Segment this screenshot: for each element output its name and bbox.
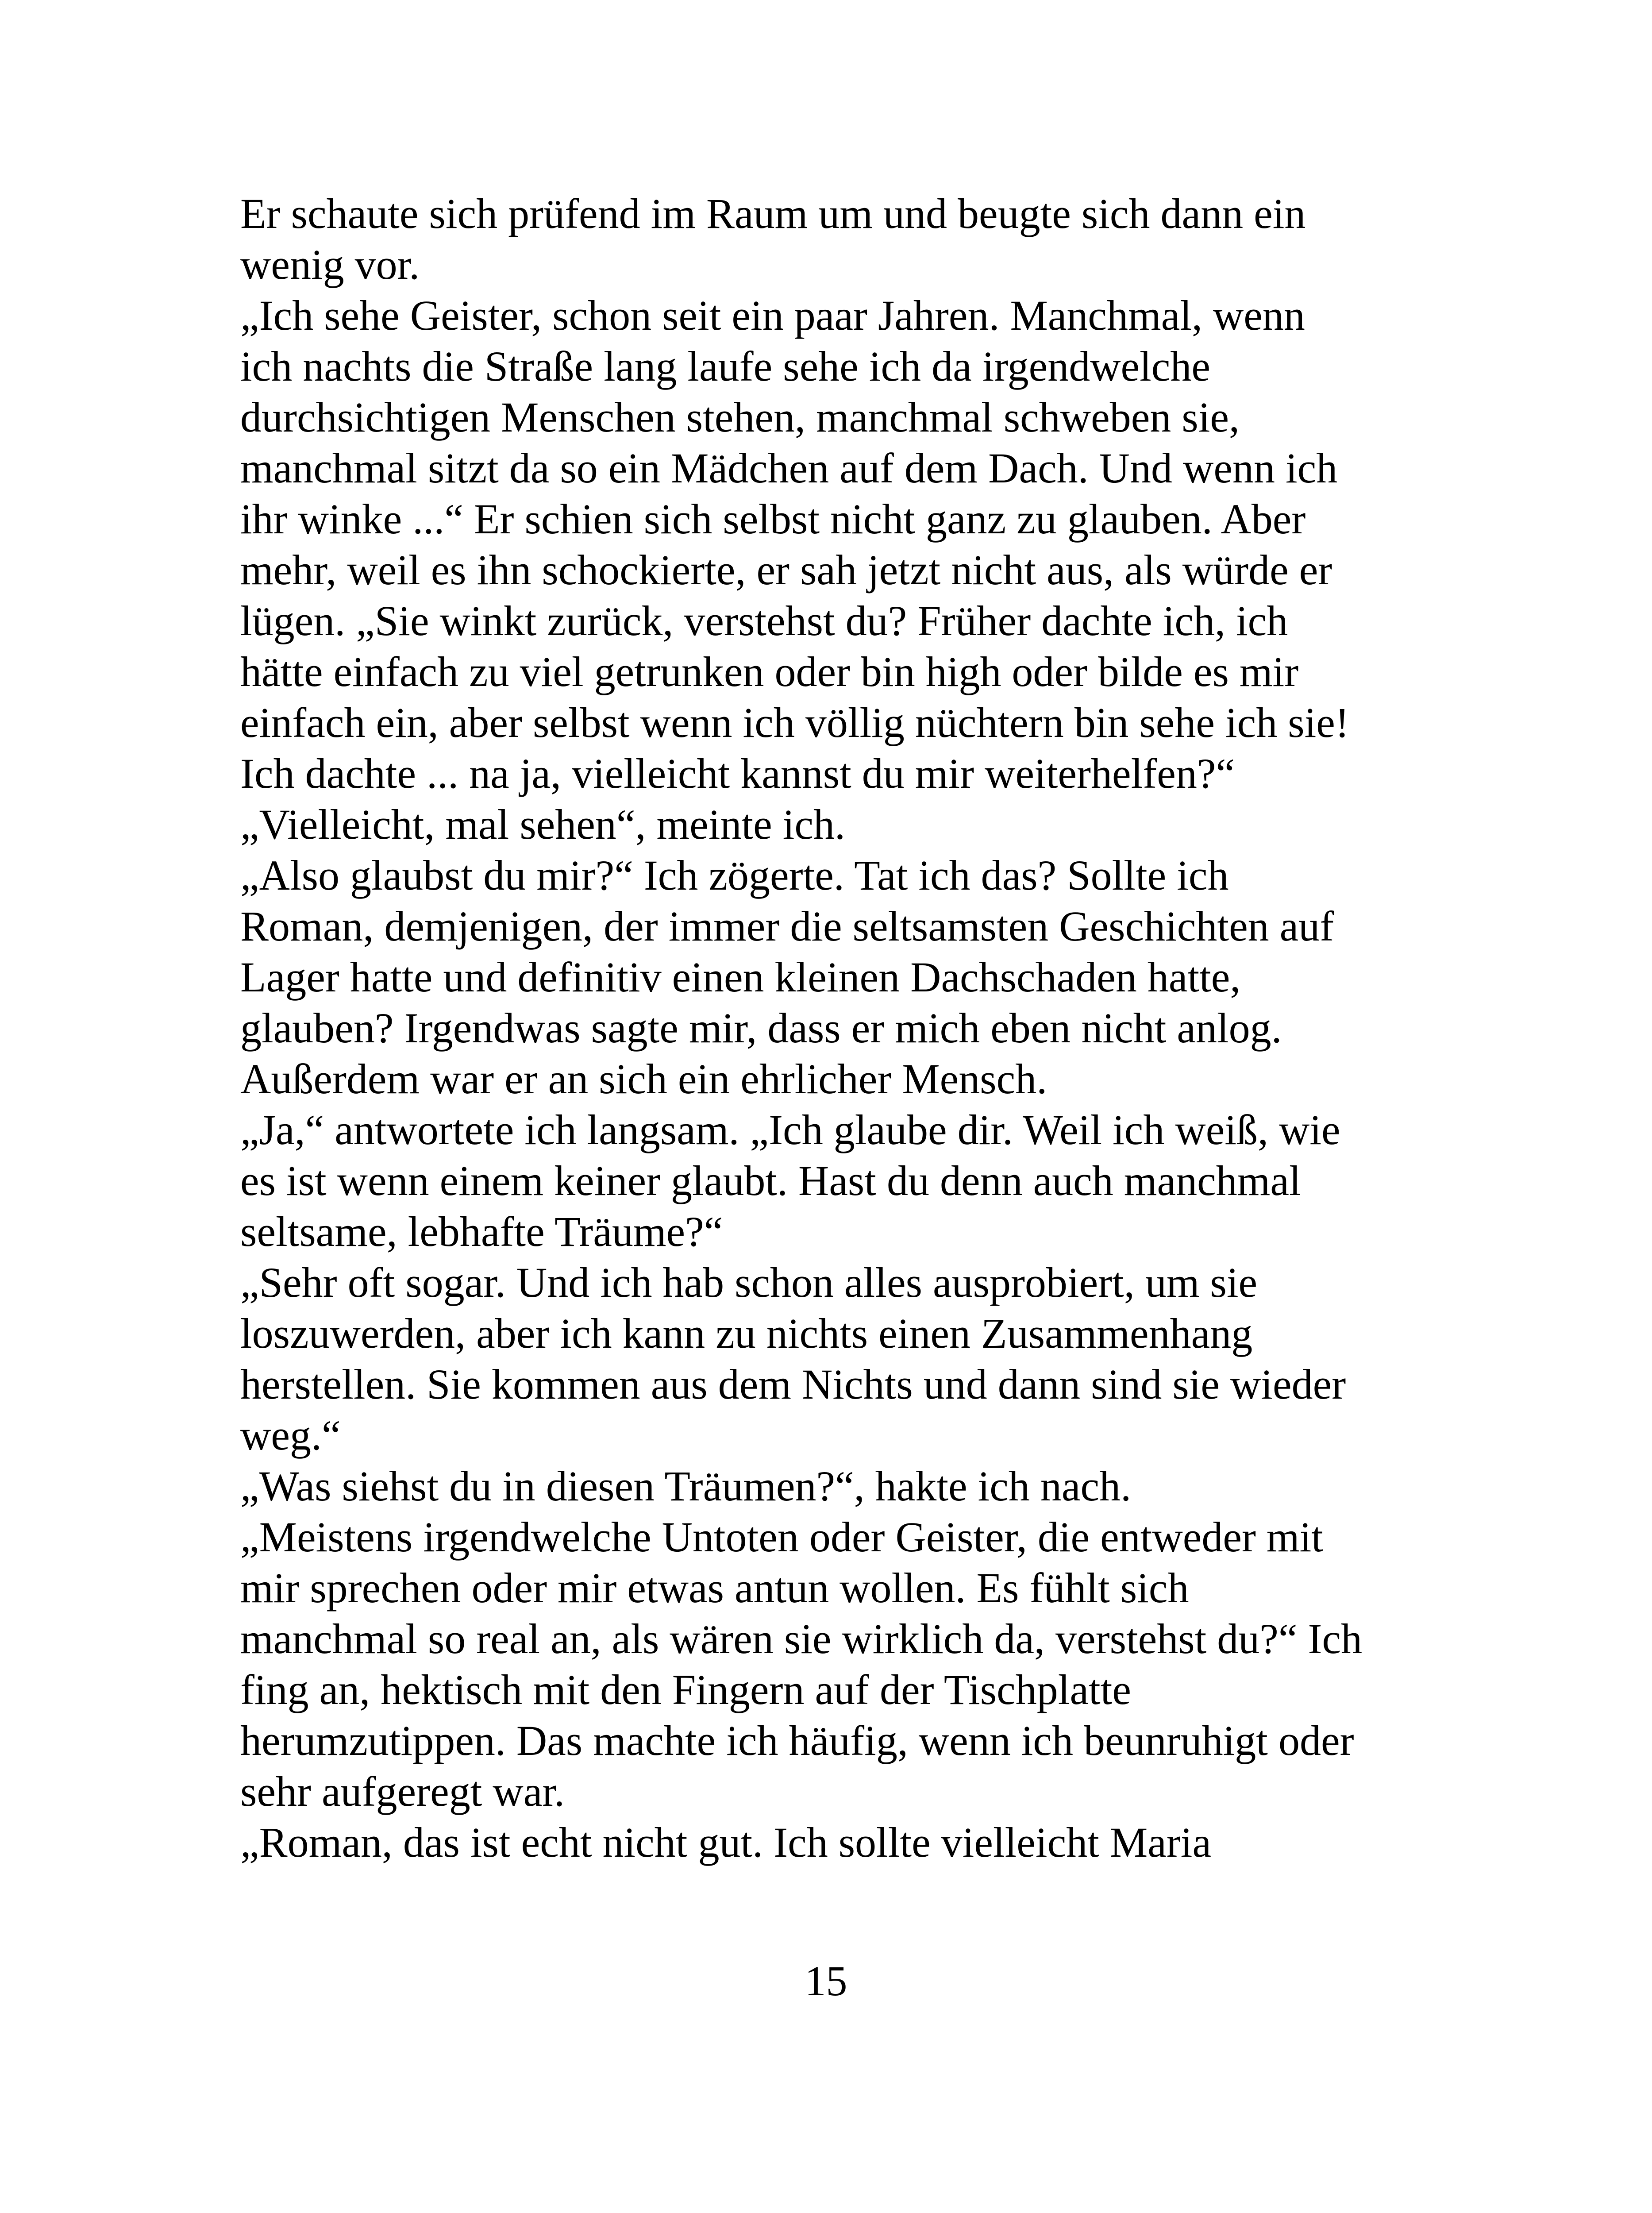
text-line: Ich dachte ... na ja, vielleicht kannst du mir weiterhelfen?“ <box>240 750 1235 797</box>
text-line: durchsichtigen Menschen stehen, manchmal schweben sie, <box>240 393 1240 441</box>
text-line: „Sehr oft sogar. Und ich hab schon alles ausprobiert, um sie <box>240 1259 1258 1306</box>
text-line: mir sprechen oder mir etwas antun wollen. Es fühlt sich <box>240 1564 1189 1612</box>
text-line: Lager hatte und definitiv einen kleinen Dachschaden hatte, <box>240 953 1241 1001</box>
text-line: ihr winke ...“ Er schien sich selbst nicht ganz zu glauben. Aber <box>240 495 1306 543</box>
text-line: loszuwerden, aber ich kann zu nichts einen Zusammenhang <box>240 1310 1253 1357</box>
text-line: „Ich sehe Geister, schon seit ein paar Jahren. Manchmal, wenn <box>240 292 1305 339</box>
text-line: hätte einfach zu viel getrunken oder bin high oder bilde es mir <box>240 648 1299 695</box>
text-line: lügen. „Sie winkt zurück, verstehst du? Früher dachte ich, ich <box>240 597 1288 644</box>
text-line: manchmal sitzt da so ein Mädchen auf dem Dach. Und wenn ich <box>240 444 1338 492</box>
text-line: seltsame, lebhafte Träume?“ <box>240 1208 723 1255</box>
text-line: „Meistens irgendwelche Untoten oder Geister, die entweder mit <box>240 1513 1323 1561</box>
text-line: ich nachts die Straße lang laufe sehe ich da irgendwelche <box>240 343 1211 390</box>
text-line: glauben? Irgendwas sagte mir, dass er mich eben nicht anlog. <box>240 1004 1282 1052</box>
text-line: „Roman, das ist echt nicht gut. Ich sollte vielleicht Maria <box>240 1819 1212 1866</box>
text-line: sehr aufgeregt war. <box>240 1768 565 1815</box>
text-line: Außerdem war er an sich ein ehrlicher Mensch. <box>240 1055 1047 1103</box>
text-line: „Vielleicht, mal sehen“, meinte ich. <box>240 801 846 848</box>
text-line: manchmal so real an, als wären sie wirklich da, verstehst du?“ Ich <box>240 1615 1363 1662</box>
text-line: einfach ein, aber selbst wenn ich völlig nüchtern bin sehe ich sie! <box>240 699 1349 746</box>
text-line: fing an, hektisch mit den Fingern auf der Tischplatte <box>240 1666 1131 1713</box>
text-line: Er schaute sich prüfend im Raum um und beugte sich dann ein <box>240 190 1306 237</box>
text-line: Roman, demjenigen, der immer die seltsamsten Geschichten auf <box>240 902 1334 950</box>
page-number: 15 <box>805 1957 847 2005</box>
text-line: weg.“ <box>240 1411 341 1459</box>
text-line: mehr, weil es ihn schockierte, er sah jetzt nicht aus, als würde er <box>240 546 1332 594</box>
text-line: „Ja,“ antwortete ich langsam. „Ich glaube dir. Weil ich weiß, wie <box>240 1106 1340 1153</box>
text-line: „Was siehst du in diesen Träumen?“, hakte ich nach. <box>240 1462 1132 1510</box>
text-line: „Also glaubst du mir?“ Ich zögerte. Tat ich das? Sollte ich <box>240 852 1229 899</box>
body-text <box>240 188 1435 1868</box>
text-line: es ist wenn einem keiner glaubt. Hast du denn auch manchmal <box>240 1157 1301 1204</box>
text-line: wenig vor. <box>240 241 420 288</box>
text-line: herstellen. Sie kommen aus dem Nichts und dann sind sie wieder <box>240 1361 1346 1408</box>
text-line: herumzutippen. Das machte ich häufig, wenn ich beunruhigt oder <box>240 1717 1354 1764</box>
